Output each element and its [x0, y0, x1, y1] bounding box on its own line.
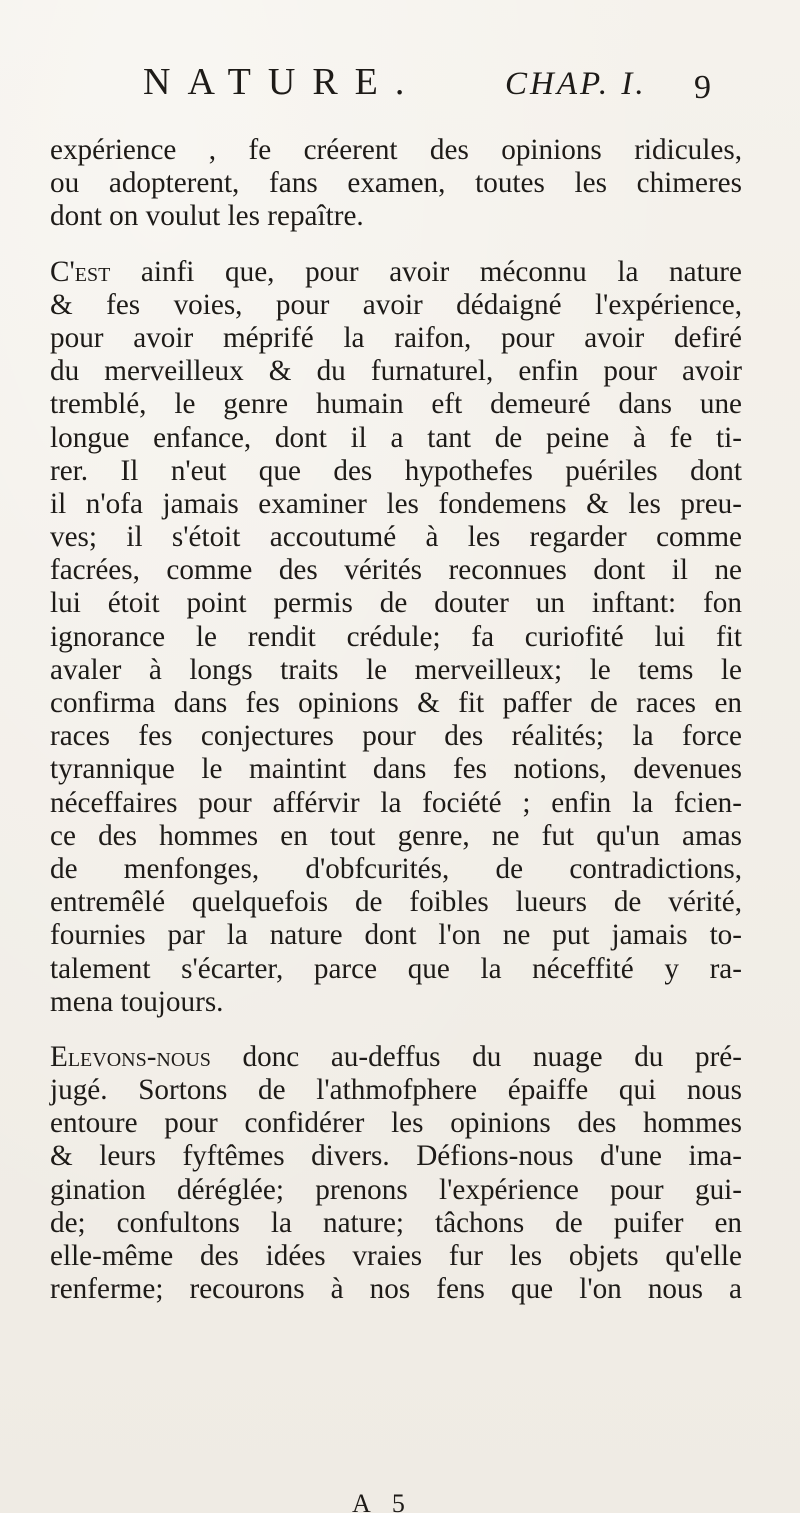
- running-head: [0, 60, 800, 104]
- text-line: néceffaires pour afférvir la fociété ; enfin la fcien-: [50, 786, 742, 819]
- paragraph-spacer: [50, 1019, 742, 1041]
- text-line: expérience , fe créerent des opinions ridicules,: [50, 134, 742, 166]
- body-text: [50, 134, 742, 1306]
- text-line: de; confultons la nature; tâchons de puifer en: [50, 1206, 742, 1239]
- text-line: ou adopterent, fans examen, toutes les chimeres: [50, 167, 742, 200]
- text-line: fournies par la nature dont l'on ne put jamais to-: [50, 919, 742, 952]
- text-line: entremêlé quelquefois de foibles lueurs de vérité,: [50, 886, 742, 919]
- text-line: confirma dans fes opinions & fit paffer de races en: [50, 687, 742, 719]
- text-line: ce des hommes en tout genre, ne fut qu'un amas: [50, 819, 742, 852]
- text-line: mena toujours.: [50, 985, 224, 1018]
- running-head-title: NATURE.: [143, 61, 422, 103]
- text-line: gination déréglée; prenons l'expérience pour gui-: [50, 1173, 742, 1206]
- text-line: pour avoir méprifé la raifon, pour avoir defiré: [50, 321, 742, 354]
- text-line: races fes conjectures pour des réalités; la force: [50, 720, 742, 753]
- paragraph-lead-word: Elevons-nous: [50, 1040, 211, 1073]
- text-line: il n'ofa jamais examiner les fondemens & les preu-: [50, 487, 742, 520]
- paragraph-1: [50, 134, 742, 234]
- text-line: entoure pour confidérer les opinions des hommes: [50, 1107, 742, 1140]
- text-line: de menfonges, d'obfcurités, de contradictions,: [50, 852, 742, 885]
- text-line: lui étoit point permis de douter un inftant: fon: [50, 587, 742, 620]
- text-line: & leurs fyftêmes divers. Défions-nous d'une ima-: [50, 1140, 742, 1173]
- paragraph-spacer: [50, 234, 742, 256]
- text-line: & fes voies, pour avoir dédaigné l'expérience,: [50, 288, 742, 321]
- text-line-rest: donc au-deffus du nuage du pré-: [210, 1040, 742, 1073]
- text-line: [50, 1041, 742, 1074]
- paragraph-lead-word: C'est: [50, 255, 111, 288]
- signature-mark: A 5: [352, 1494, 413, 1513]
- text-line: ves; il s'étoit accoutumé à les regarder comme: [50, 521, 742, 554]
- text-line: elle-même des idées vraies fur les objets qu'elle: [50, 1240, 742, 1272]
- text-line-rest: ainfi que, pour avoir méconnu la nature: [110, 255, 742, 288]
- text-line: facrées, comme des vérités reconnues dont il ne: [50, 554, 742, 587]
- text-line: dont on voulut les repaître.: [50, 200, 364, 233]
- text-line: du merveilleux & du furnaturel, enfin pour avoir: [50, 355, 742, 388]
- text-line: ignorance le rendit crédule; fa curiofité lui fit: [50, 620, 742, 653]
- text-line: avaler à longs traits le merveilleux; le tems le: [50, 653, 742, 686]
- paragraph-2: [50, 256, 742, 1019]
- text-line: jugé. Sortons de l'athmofphere épaiffe qui nous: [50, 1074, 742, 1107]
- text-line: talement s'écarter, parce que la néceffité y ra-: [50, 952, 742, 985]
- text-line: tremblé, le genre humain eft demeuré dans une: [50, 388, 742, 421]
- page-number: 9: [694, 69, 711, 106]
- running-head-chapter: CHAP. I.: [505, 66, 647, 102]
- paragraph-3: [50, 1041, 742, 1307]
- text-line: rer. Il n'eut que des hypothefes puériles dont: [50, 454, 742, 487]
- text-line: longue enfance, dont il a tant de peine à fe ti-: [50, 421, 742, 454]
- text-line: renferme; recourons à nos fens que l'on nous a: [50, 1273, 742, 1306]
- text-line: tyrannique le maintint dans fes notions, devenues: [50, 753, 742, 786]
- text-line: [50, 256, 742, 289]
